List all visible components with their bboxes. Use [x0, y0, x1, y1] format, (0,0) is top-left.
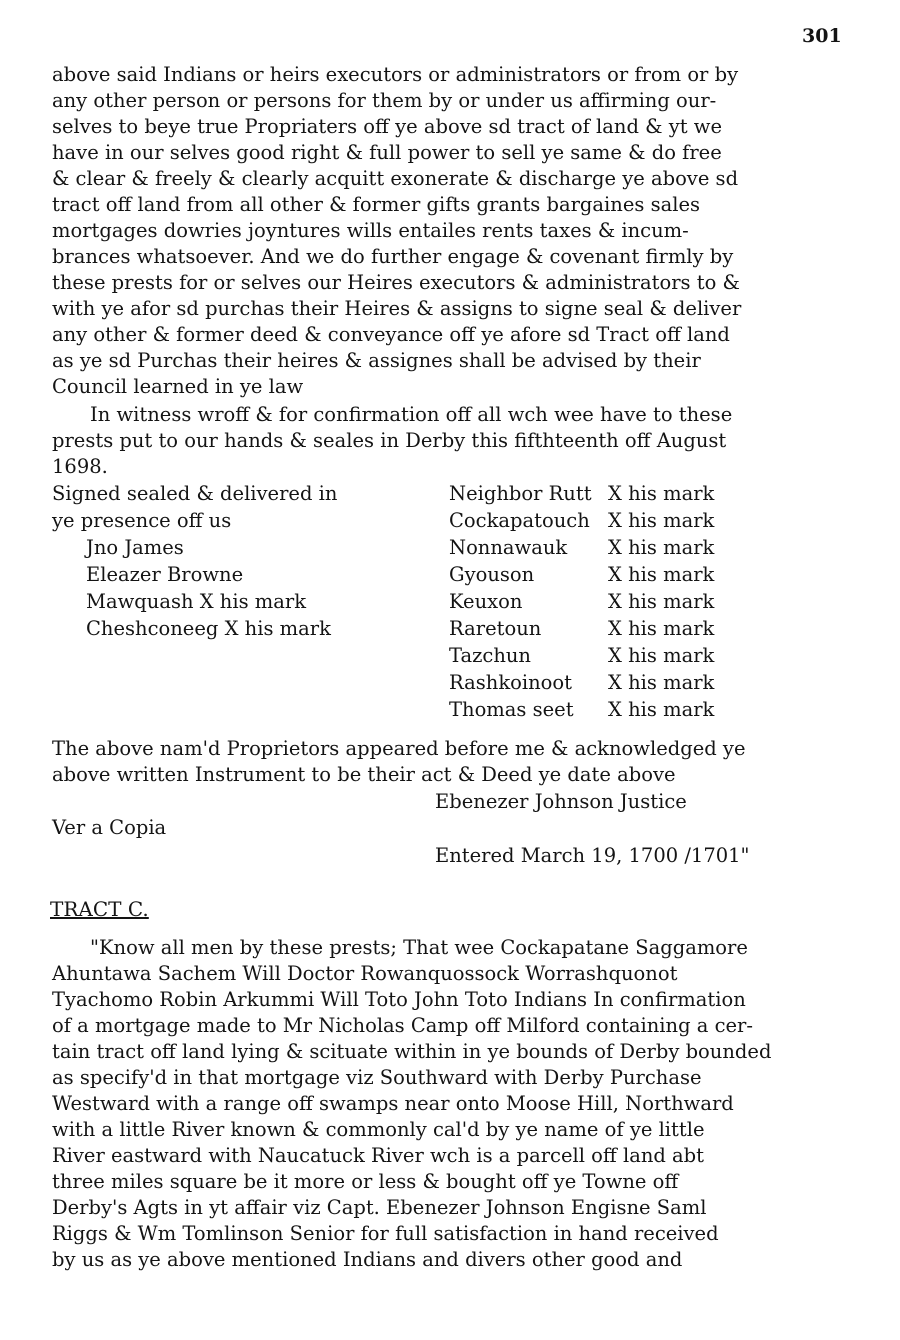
paragraph-line: Council learned in ye law: [52, 375, 304, 398]
witness-name: Eleazer Browne: [86, 563, 244, 586]
paragraph-line: tract off land from all other & former gifts grants bargaines sales: [52, 193, 700, 216]
paragraph-line: these prests for or selves our Heires executors & administrators to &: [52, 271, 740, 294]
signer-mark: X his mark: [608, 563, 715, 586]
section-heading: TRACT C.: [50, 897, 149, 921]
witness-name: Cheshconeeg X his mark: [86, 617, 331, 640]
signer-name: Keuxon: [449, 590, 523, 613]
paragraph-line: three miles square be it more or less & bought off ye Towne off: [52, 1170, 679, 1193]
paragraph-line: tain tract off land lying & scituate within in ye bounds of Derby bounded: [52, 1040, 772, 1063]
paragraph-line: Ahuntawa Sachem Will Doctor Rowanquossock Worrashquonot: [52, 962, 678, 985]
signer-name: Cockapatouch: [449, 509, 590, 532]
paragraph-line: selves to beye true Propriaters off ye above sd tract of land & yt we: [52, 115, 722, 138]
paragraph-line: as ye sd Purchas their heires & assignes shall be advised by their: [52, 349, 701, 372]
paragraph-line: by us as ye above mentioned Indians and divers other good and: [52, 1248, 683, 1271]
paragraph-line: & clear & freely & clearly acquitt exonerate & discharge ye above sd: [52, 167, 739, 190]
acknowledgment-line: above written Instrument to be their act & Deed ye date above: [52, 763, 676, 786]
witness-name: Jno James: [86, 536, 184, 559]
signer-mark: X his mark: [608, 509, 715, 532]
signer-name: Thomas seet: [449, 698, 574, 721]
paragraph-line: "Know all men by these prests; That wee Cockapatane Saggamore: [90, 936, 748, 959]
acknowledgment-line: The above nam'd Proprietors appeared before me & acknowledged ye: [52, 737, 746, 760]
paragraph-line: Derby's Agts in yt affair viz Capt. Ebenezer Johnson Engisne Saml: [52, 1196, 707, 1219]
paragraph-line: River eastward with Naucatuck River wch is a parcell off land abt: [52, 1144, 705, 1167]
ver-copia: Ver a Copia: [52, 816, 167, 839]
paragraph-line: prests put to our hands & seales in Derby this fifthteenth off August: [52, 429, 727, 452]
signer-mark: X his mark: [608, 698, 715, 721]
signer-name: Gyouson: [449, 563, 535, 586]
witness-line: Signed sealed & delivered in: [52, 482, 338, 505]
signer-name: Rashkoinoot: [449, 671, 572, 694]
signer-name: Raretoun: [449, 617, 542, 640]
paragraph-line: Riggs & Wm Tomlinson Senior for full satisfaction in hand received: [52, 1222, 719, 1245]
signer-name: Nonnawauk: [449, 536, 568, 559]
paragraph-line: have in our selves good right & full power to sell ye same & do free: [52, 141, 722, 164]
paragraph-line: of a mortgage made to Mr Nicholas Camp off Milford containing a cer-: [52, 1014, 753, 1037]
witness-name: Mawquash X his mark: [86, 590, 307, 613]
signer-mark: X his mark: [608, 644, 715, 667]
paragraph-line: above said Indians or heirs executors or administrators or from or by: [52, 63, 739, 86]
signer-mark: X his mark: [608, 482, 715, 505]
signer-mark: X his mark: [608, 536, 715, 559]
paragraph-line: with ye afor sd purchas their Heires & assigns to signe seal & deliver: [52, 297, 742, 320]
entered-date: Entered March 19, 1700 /1701": [435, 844, 750, 867]
signer-mark: X his mark: [608, 671, 715, 694]
signer-name: Tazchun: [449, 644, 531, 667]
signer-mark: X his mark: [608, 617, 715, 640]
signer-mark: X his mark: [608, 590, 715, 613]
paragraph-line: Tyachomo Robin Arkummi Will Toto John Toto Indians In confirmation: [52, 988, 746, 1011]
paragraph-line: as specify'd in that mortgage viz Southward with Derby Purchase: [52, 1066, 702, 1089]
paragraph-line: any other & former deed & conveyance off ye afore sd Tract off land: [52, 323, 730, 346]
paragraph-line: mortgages dowries joyntures wills entailes rents taxes & incum-: [52, 219, 689, 242]
paragraph-line: In witness wroff & for confirmation off all wch wee have to these: [90, 403, 733, 426]
paragraph-line: brances whatsoever. And we do further engage & covenant firmly by: [52, 245, 734, 268]
paragraph-line: with a little River known & commonly cal'd by ye name of ye little: [52, 1118, 705, 1141]
paragraph-line: any other person or persons for them by or under us affirming our-: [52, 89, 717, 112]
page-number: 301: [802, 25, 842, 47]
paragraph-line: Westward with a range off swamps near onto Moose Hill, Northward: [52, 1092, 734, 1115]
justice-signature: Ebenezer Johnson Justice: [435, 790, 687, 813]
signer-name: Neighbor Rutt: [449, 482, 592, 505]
witness-line: ye presence off us: [52, 509, 232, 532]
paragraph-line: 1698.: [52, 455, 108, 478]
